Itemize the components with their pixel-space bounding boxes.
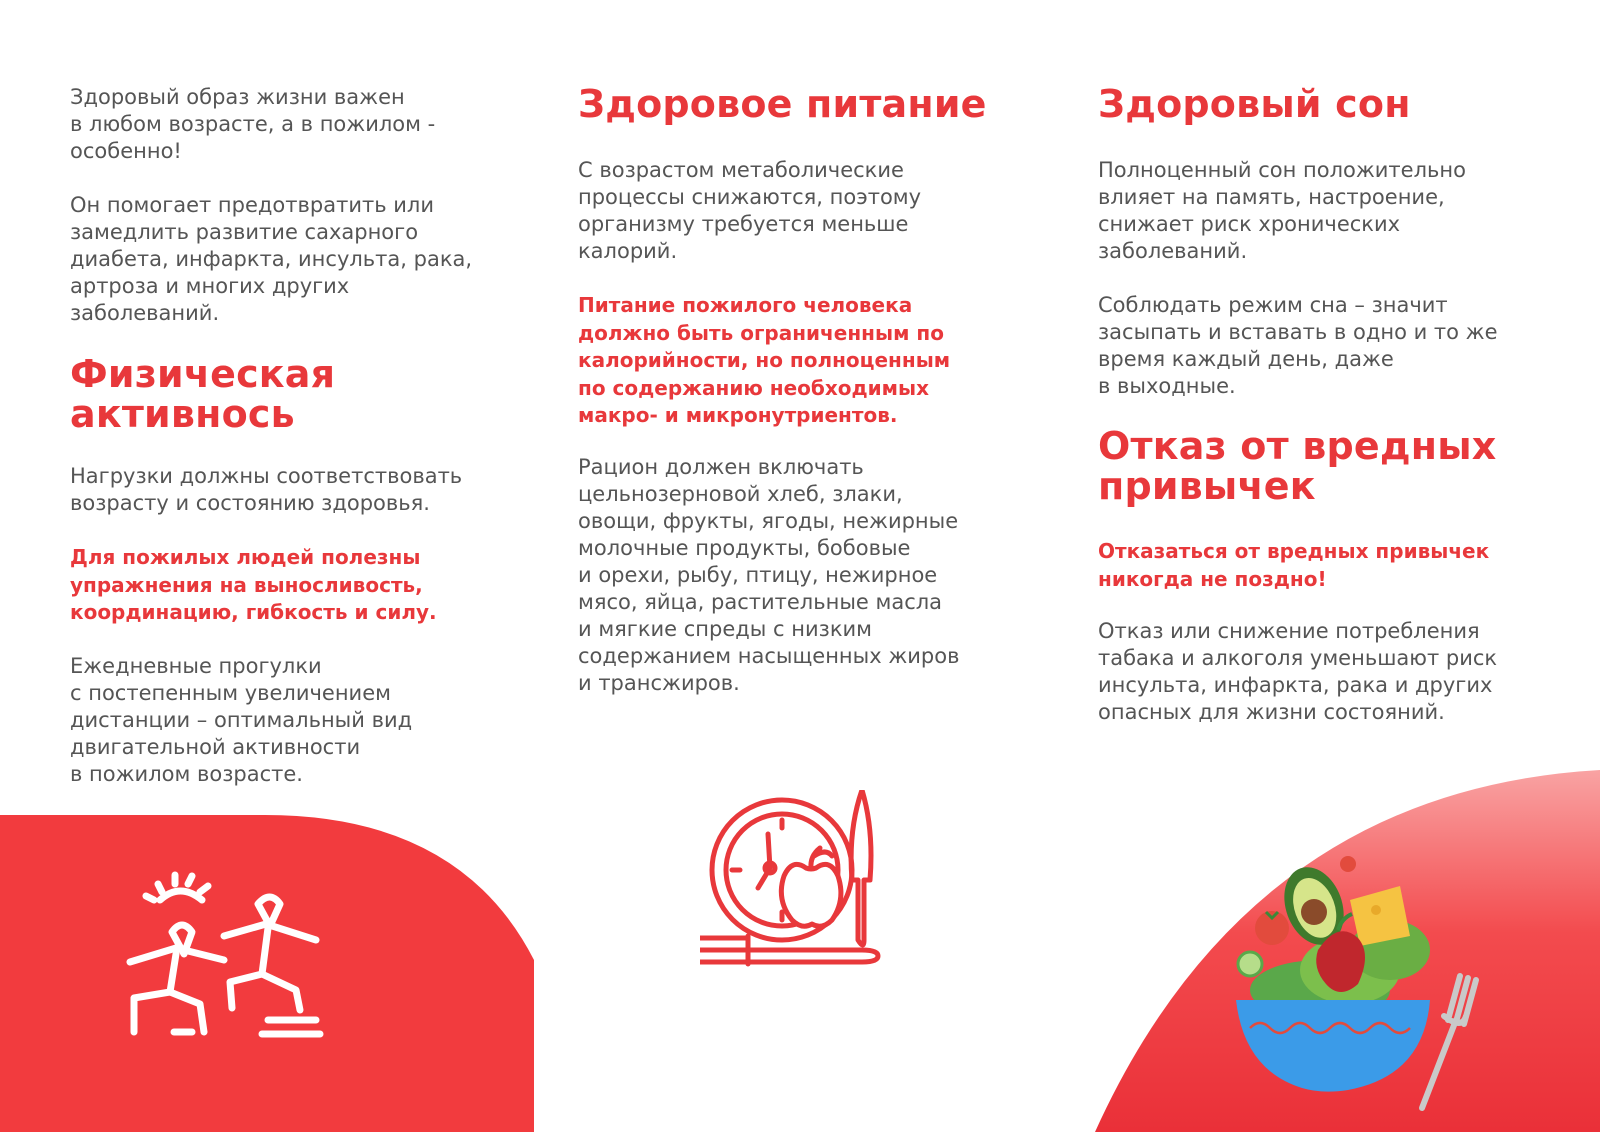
walks-paragraph: Ежедневные прогулки с постепенным увеличением дистанции – оптимальный вид двигательной активности в пожилом возрасте.: [70, 654, 413, 786]
load-paragraph: Нагрузки должны соответствовать возрасту и состоянию здоровья.: [70, 464, 463, 515]
quit-highlight: Отказаться от вредных привычек никогда не поздно!: [1098, 539, 1490, 591]
clock-apple-cutlery-icon: [700, 790, 900, 990]
people-exercising-icon: [120, 870, 340, 1060]
benefits-paragraph: Он помогает предотвратить или замедлить развитие сахарного диабета, инфаркта, инсульта, рака, артроза и многих других заболеваний.: [70, 193, 473, 325]
diet-paragraph: Рацион должен включать цельнозерновой хлеб, злаки, овощи, фрукты, ягоды, нежирные молочные продукты, бобовые и орехи, рыбу, птицу, нежирное мясо, яйца, растительные масла и мягкие спреды с низким содержанием насыщенных жиров и трансжиров.: [578, 455, 960, 695]
physical-activity-heading: Физическая активнось: [70, 352, 336, 436]
salad-bowl-icon: [1230, 850, 1500, 1120]
tobacco-alcohol-paragraph: Отказ или снижение потребления табака и алкоголя уменьшают риск инсульта, инфаркта, рака и других опасных для жизни состояний.: [1098, 619, 1498, 724]
healthy-eating-heading: Здоровое питание: [578, 82, 987, 126]
bad-habits-heading: Отказ от вредных привычек: [1098, 424, 1497, 508]
intro-paragraph: Здоровый образ жизни важен в любом возрасте, а в пожилом - особенно!: [70, 85, 436, 163]
metabolism-paragraph: С возрастом метаболические процессы снижаются, поэтому организму требуется меньше калорий.: [578, 158, 922, 263]
exercise-highlight: Для пожилых людей полезны упражнения на выносливость, координацию, гибкость и силу.: [70, 545, 437, 624]
sleep-paragraph: Полноценный сон положительно влияет на память, настроение, снижает риск хронических заболеваний.: [1098, 158, 1466, 263]
nutrition-highlight: Питание пожилого человека должно быть ограниченным по калорийности, но полноценным по содержанию необходимых макро- и микронутриентов.: [578, 293, 951, 427]
healthy-sleep-heading: Здоровый сон: [1098, 82, 1411, 126]
sleep-schedule-paragraph: Соблюдать режим сна – значит засыпать и вставать в одно и то же время каждый день, даже в выходные.: [1098, 293, 1498, 398]
